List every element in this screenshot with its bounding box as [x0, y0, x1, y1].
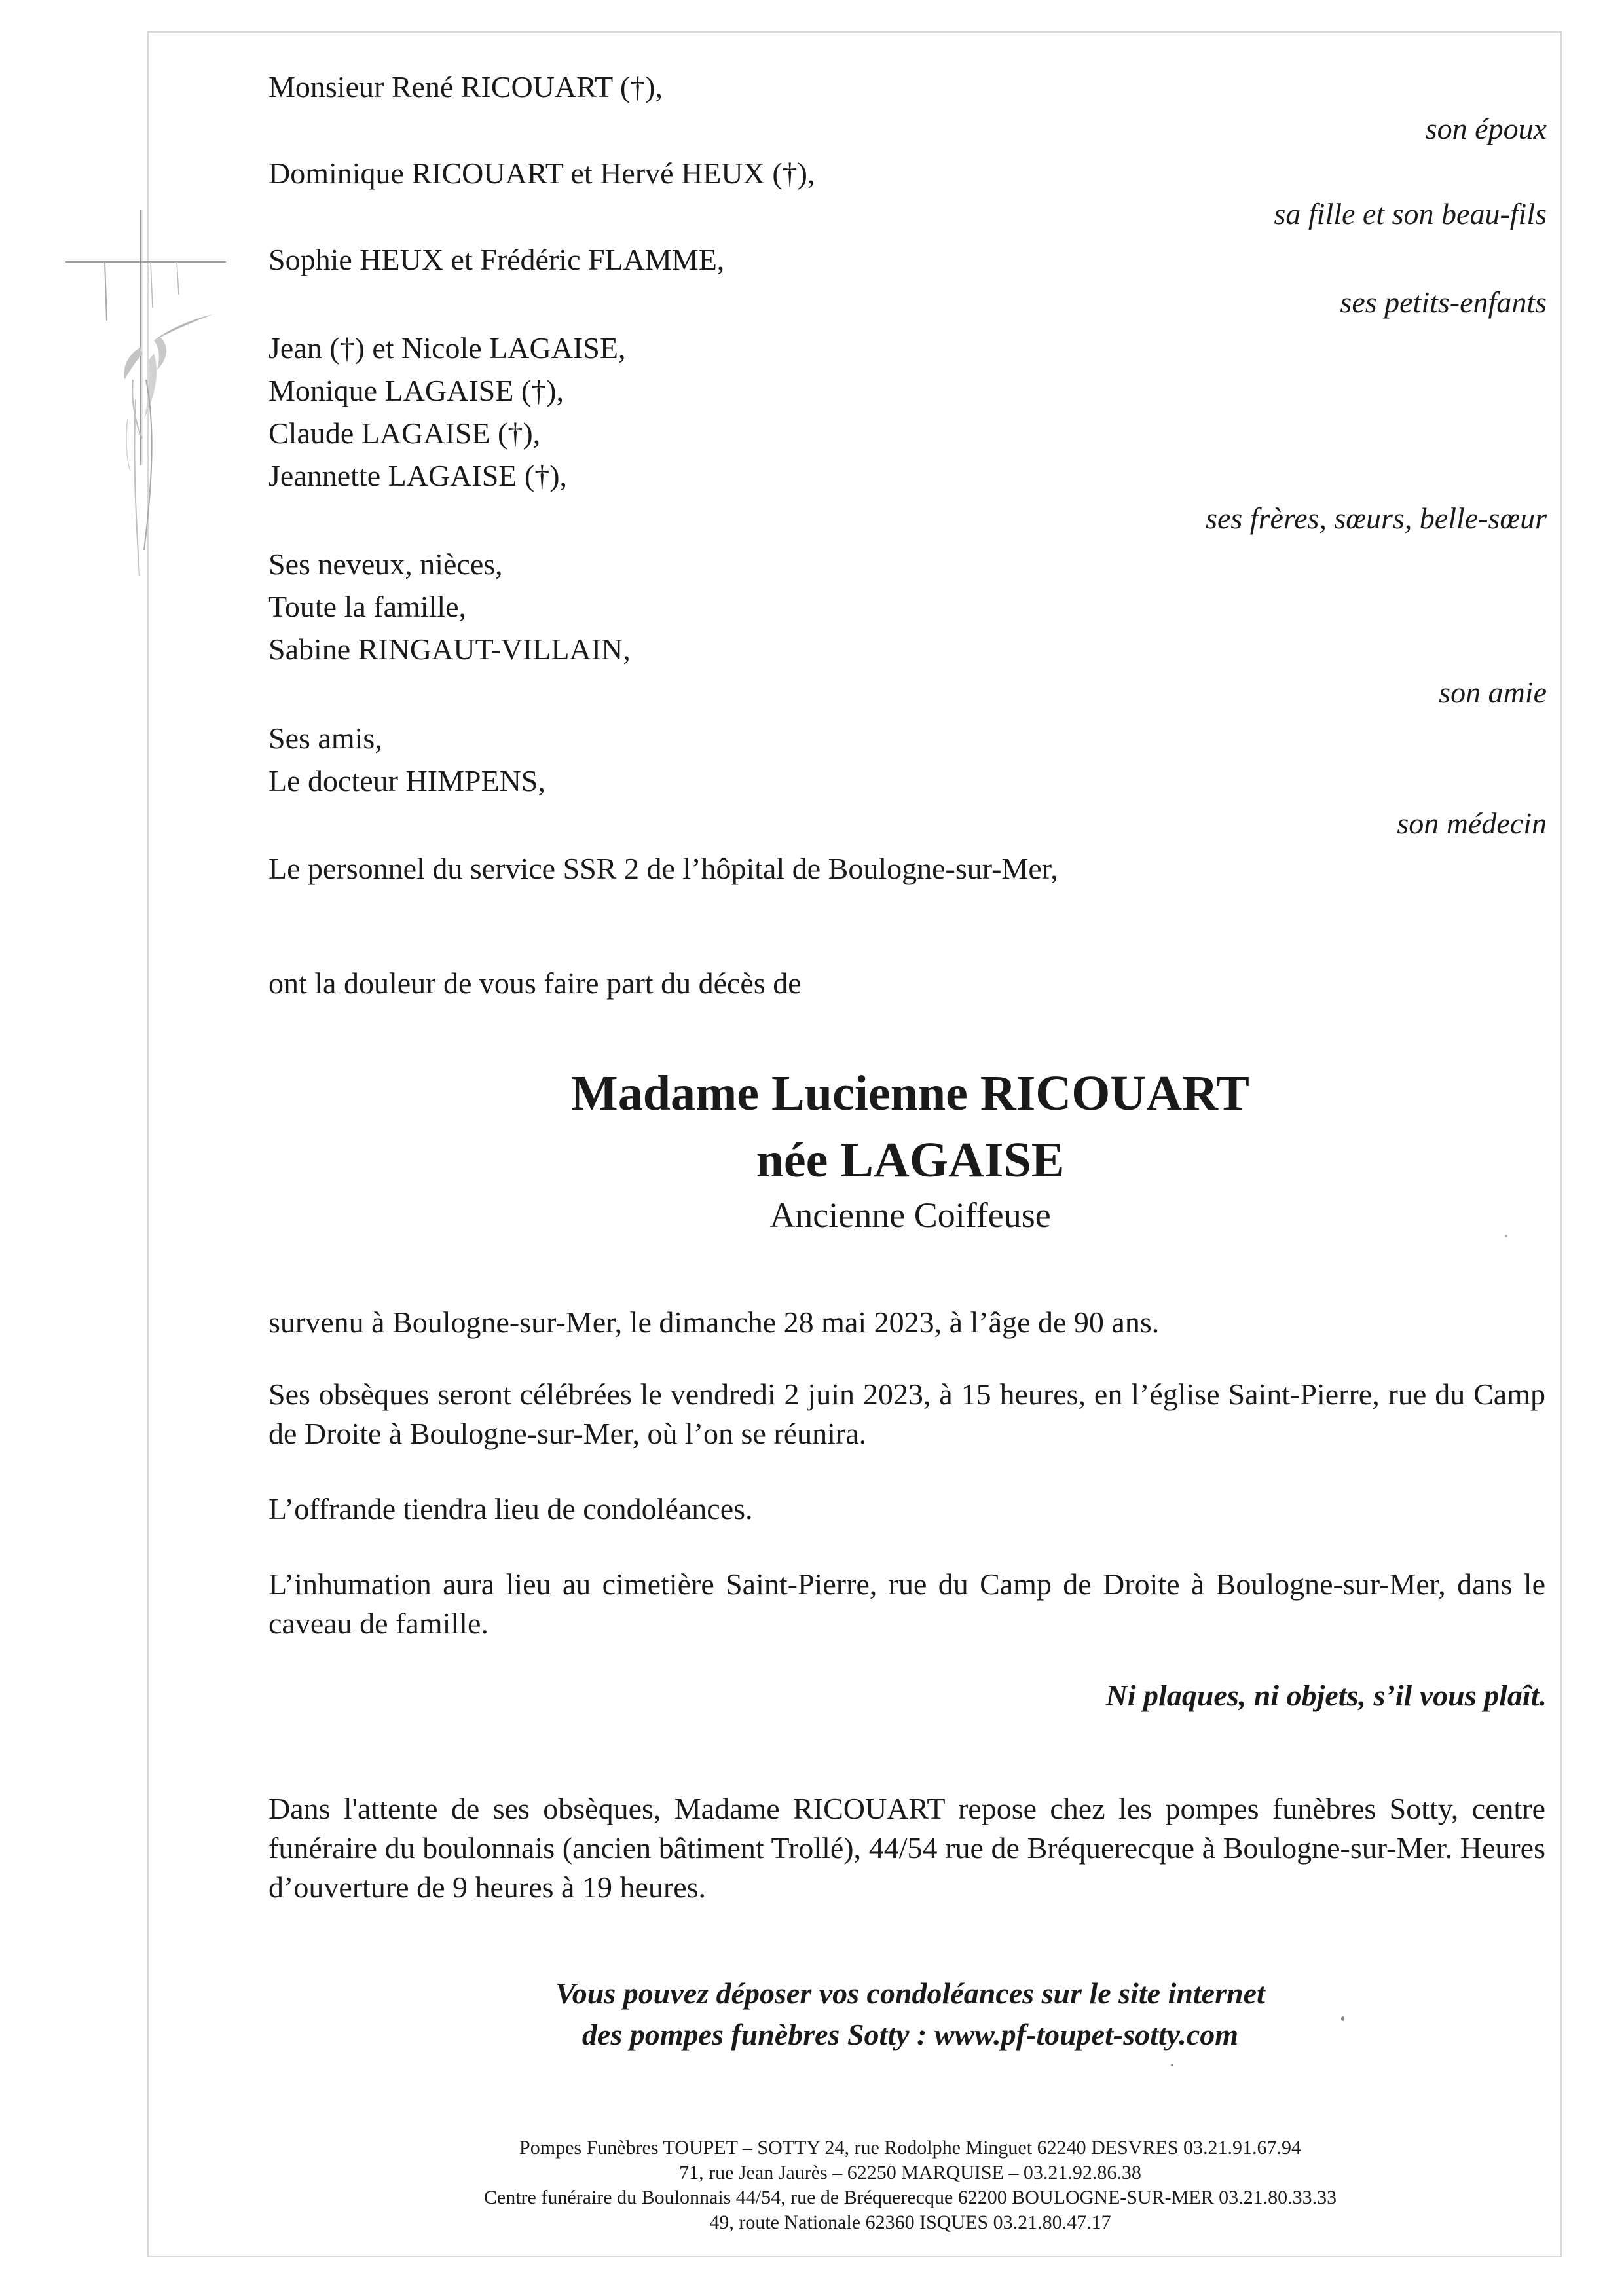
- sibling-name: Jean (†) et Nicole LAGAISE,: [268, 331, 626, 365]
- rest-info-paragraph: Dans l'attente de ses obsèques, Madame RICOUART repose chez les pompes funèbres Sotty, centre funéraire du boulonnais (ancien bâtiment Trollé), 44/54 rue de Bréquerecque à Boulogne-sur-Mer. Heures d’ouverture de 9 heures à 19 heures.: [268, 1792, 1545, 1904]
- deceased-maiden-name: née LAGAISE: [756, 1133, 1065, 1188]
- sibling-name: Monique LAGAISE (†),: [268, 374, 564, 407]
- extended-name: Sabine RINGAUT-VILLAIN,: [268, 632, 631, 666]
- friends-name: Le docteur HIMPENS,: [268, 764, 545, 797]
- extended-name: Toute la famille,: [268, 590, 467, 623]
- deceased-occupation: Ancienne Coiffeuse: [769, 1195, 1051, 1235]
- scan-speck: [1505, 1235, 1507, 1237]
- sibling-name: Claude LAGAISE (†),: [268, 416, 541, 450]
- cross-lily-icon: [62, 183, 246, 602]
- announcement-line: ont la douleur de vous faire part du décès de: [268, 966, 802, 1000]
- offering-paragraph: L’offrande tiendra lieu de condoléances.: [268, 1492, 753, 1525]
- scan-speck: [1171, 2064, 1173, 2066]
- relation-grandchildren: ses petits-enfants: [1340, 285, 1547, 319]
- relation-siblings: ses frères, sœurs, belle-sœur: [1206, 501, 1547, 535]
- condolences-line-1: Vous pouvez déposer vos condoléances sur le site internet: [555, 1977, 1265, 2010]
- family-name-spouse: Monsieur René RICOUART (†),: [268, 70, 663, 103]
- sibling-name: Jeannette LAGAISE (†),: [268, 459, 568, 492]
- scan-speck: [1341, 2016, 1344, 2021]
- burial-paragraph: L’inhumation aura lieu au cimetière Saint-Pierre, rue du Camp de Droite à Boulogne-sur-Mer, dans le caveau de famille.: [268, 1567, 1545, 1640]
- no-plaques-note: Ni plaques, ni objets, s’il vous plaît.: [1105, 1679, 1547, 1712]
- friends-name: Ses amis,: [268, 721, 382, 755]
- footer-line: Pompes Funèbres TOUPET – SOTTY 24, rue Rodolphe Minguet 62240 DESVRES 03.21.91.67.94: [519, 2137, 1301, 2159]
- footer-line: Centre funéraire du Boulonnais 44/54, rue de Bréquerecque 62200 BOULOGNE-SUR-MER 03.21.80.33.33: [483, 2187, 1337, 2208]
- relation-daughter: sa fille et son beau-fils: [1274, 197, 1547, 230]
- relation-friend: son amie: [1439, 676, 1547, 709]
- footer-line: 49, route Nationale 62360 ISQUES 03.21.80.47.17: [709, 2212, 1111, 2233]
- relation-spouse: son époux: [1425, 112, 1547, 145]
- family-name-grandchildren: Sophie HEUX et Frédéric FLAMME,: [268, 243, 725, 276]
- footer-line: 71, rue Jean Jaurès – 62250 MARQUISE – 03.21.92.86.38: [679, 2162, 1141, 2183]
- extended-name: Ses neveux, nièces,: [268, 547, 503, 581]
- funeral-paragraph: Ses obsèques seront célébrées le vendredi 2 juin 2023, à 15 heures, en l’église Saint-Pierre, rue du Camp de Droite à Boulogne-sur-Mer, où l’on se réunira.: [268, 1377, 1545, 1450]
- death-info: survenu à Boulogne-sur-Mer, le dimanche 28 mai 2023, à l’âge de 90 ans.: [268, 1305, 1160, 1339]
- deceased-name: Madame Lucienne RICOUART: [571, 1066, 1249, 1121]
- relation-doctor: son médecin: [1397, 807, 1547, 840]
- family-name-daughter: Dominique RICOUART et Hervé HEUX (†),: [268, 156, 815, 190]
- condolences-line-2: des pompes funèbres Sotty : www.pf-toupet-sotty.com: [581, 2018, 1239, 2051]
- staff-line: Le personnel du service SSR 2 de l’hôpital de Boulogne-sur-Mer,: [268, 852, 1058, 885]
